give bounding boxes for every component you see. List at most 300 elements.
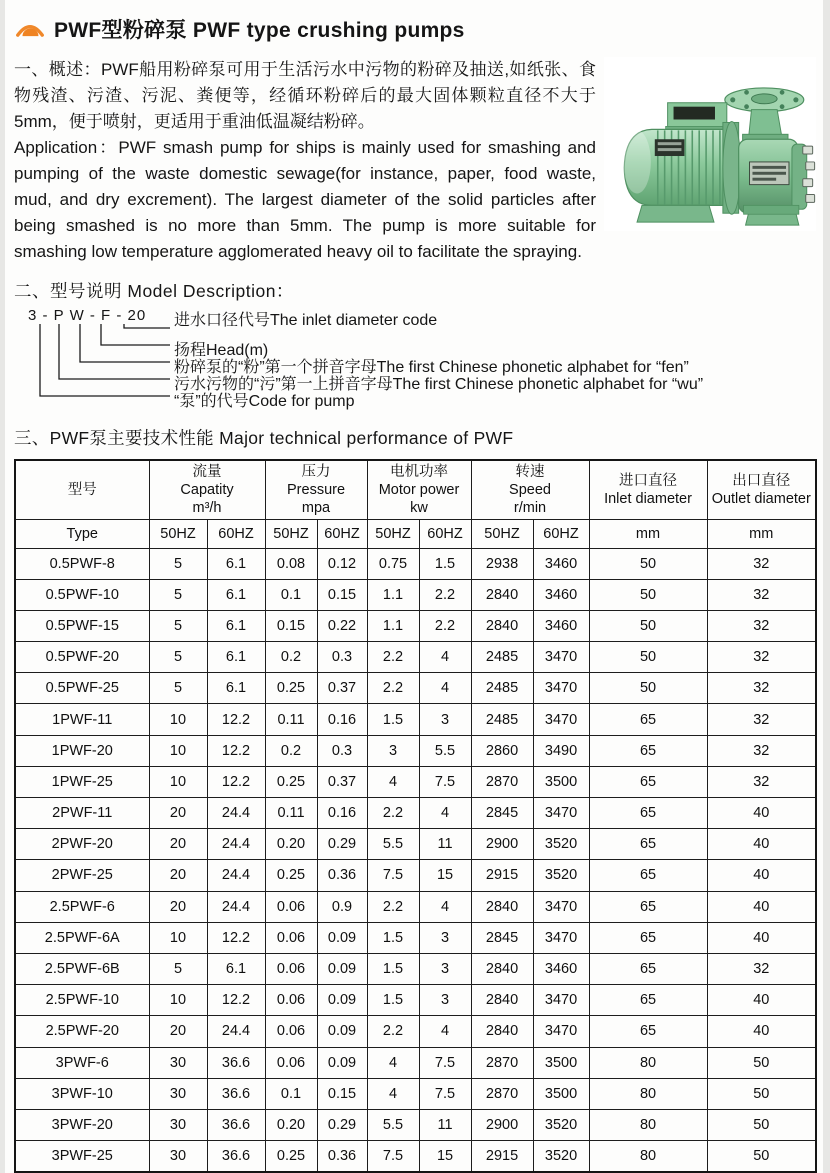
spec-value-cell: 2.2 (367, 891, 419, 922)
spec-value-cell: 1.5 (367, 704, 419, 735)
spec-value-cell: 10 (149, 704, 207, 735)
pressure-unit: mpa (301, 499, 331, 516)
spec-value-cell: 1.5 (367, 922, 419, 953)
spec-value-cell: 0.22 (317, 610, 367, 641)
spec-value-cell: 6.1 (207, 673, 265, 704)
page-title-zh: PWF型粉碎泵 (54, 19, 187, 42)
spec-value-cell: 2485 (471, 673, 533, 704)
spec-row (15, 673, 816, 704)
spec-value-cell: 65 (589, 953, 707, 984)
spec-value-cell: 24.4 (207, 1016, 265, 1047)
spec-value-cell: 0.37 (317, 766, 367, 797)
spec-value-cell: 20 (149, 860, 207, 891)
spec-value-cell: 3520 (533, 1141, 589, 1172)
spec-value-cell: 32 (707, 766, 816, 797)
spec-value-cell: 0.1 (265, 1078, 317, 1109)
spec-value-cell: 2485 (471, 704, 533, 735)
spec-value-cell: 30 (149, 1109, 207, 1140)
spec-value-cell: 2870 (471, 1078, 533, 1109)
model-type-cell: 0.5PWF-20 (15, 642, 149, 673)
spec-value-cell: 0.2 (265, 642, 317, 673)
spec-value-cell: 5.5 (367, 1109, 419, 1140)
spec-value-cell: 3470 (533, 922, 589, 953)
spec-value-cell: 65 (589, 985, 707, 1016)
spec-value-cell: 7.5 (419, 1047, 471, 1078)
spec-value-cell: 36.6 (207, 1047, 265, 1078)
spec-value-cell: 0.75 (367, 548, 419, 579)
spec-value-cell: 2.2 (419, 579, 471, 610)
spec-row (15, 798, 816, 829)
spec-value-cell: 0.25 (265, 673, 317, 704)
spec-value-cell: 12.2 (207, 735, 265, 766)
spec-value-cell: 2840 (471, 953, 533, 984)
spec-value-cell: 2845 (471, 798, 533, 829)
spec-heading-zh: 三、PWF泵主要技术性能 (14, 428, 214, 448)
spec-row (15, 1109, 816, 1140)
crushing-pump-illustration (611, 83, 816, 231)
spec-value-cell: 3460 (533, 579, 589, 610)
page-header (14, 14, 816, 44)
spec-row (15, 1078, 816, 1109)
spec-value-cell: 7.5 (419, 1078, 471, 1109)
spec-value-cell: 32 (707, 953, 816, 984)
spec-value-cell: 2.2 (367, 642, 419, 673)
spec-value-cell: 50 (707, 1141, 816, 1172)
spec-value-cell: 0.09 (317, 1016, 367, 1047)
spec-value-cell: 80 (589, 1047, 707, 1078)
spec-value-cell: 2840 (471, 891, 533, 922)
spec-value-cell: 32 (707, 673, 816, 704)
spec-value-cell: 36.6 (207, 1109, 265, 1140)
spec-value-cell: 5 (149, 579, 207, 610)
spec-value-cell: 2900 (471, 829, 533, 860)
model-type-cell: 1PWF-25 (15, 766, 149, 797)
spec-value-cell: 3460 (533, 610, 589, 641)
overview-paragraph-en: Application：PWF smash pump for ships is mainly used for smashing and pumping of the waste domestic sewage(for instance, paper, food waste, mud, and dry excrement). The largest diameter of the solid particles after being smashed is no more than 5mm. The pump is more suitable for smashing low temperature agglomerated heavy oil to facilitate the spraying. (14, 138, 596, 261)
pressure-group-header (265, 460, 367, 519)
model-type-cell: 0.5PWF-8 (15, 548, 149, 579)
speed-en: Speed (509, 481, 551, 498)
spec-row (15, 829, 816, 860)
spec-value-cell: 2915 (471, 860, 533, 891)
spec-row (15, 642, 816, 673)
freq-header-cell: 60HZ (533, 519, 589, 548)
freq-header-cell: 60HZ (207, 519, 265, 548)
spec-value-cell: 5 (149, 548, 207, 579)
brand-rainbow-icon (14, 17, 46, 42)
spec-value-cell: 2485 (471, 642, 533, 673)
spec-value-cell: 2915 (471, 1141, 533, 1172)
capacity-group-header (149, 460, 265, 519)
spec-value-cell: 7.5 (367, 1141, 419, 1172)
spec-row (15, 1141, 816, 1172)
spec-row (15, 922, 816, 953)
spec-value-cell: 40 (707, 891, 816, 922)
spec-value-cell: 15 (419, 860, 471, 891)
spec-value-cell: 3 (419, 704, 471, 735)
spec-value-cell: 0.08 (265, 548, 317, 579)
spec-value-cell: 24.4 (207, 829, 265, 860)
spec-value-cell: 0.3 (317, 642, 367, 673)
spec-value-cell: 40 (707, 860, 816, 891)
spec-value-cell: 0.06 (265, 922, 317, 953)
spec-value-cell: 10 (149, 735, 207, 766)
overview-section (14, 57, 816, 265)
spec-value-cell: 0.29 (317, 829, 367, 860)
spec-value-cell: 12.2 (207, 922, 265, 953)
spec-value-cell: 4 (419, 1016, 471, 1047)
spec-value-cell: 3 (419, 922, 471, 953)
spec-value-cell: 6.1 (207, 953, 265, 984)
spec-value-cell: 0.29 (317, 1109, 367, 1140)
model-type-cell: 1PWF-11 (15, 704, 149, 735)
spec-value-cell: 50 (589, 610, 707, 641)
spec-value-cell: 3460 (533, 953, 589, 984)
model-type-cell: 3PWF-10 (15, 1078, 149, 1109)
outlet-diameter-header (707, 460, 816, 519)
spec-value-cell: 2870 (471, 766, 533, 797)
spec-value-cell: 65 (589, 798, 707, 829)
spec-value-cell: 0.25 (265, 1141, 317, 1172)
spec-value-cell: 20 (149, 891, 207, 922)
capacity-zh: 流量 (192, 463, 222, 480)
spec-value-cell: 0.25 (265, 860, 317, 891)
spec-value-cell: 0.36 (317, 1141, 367, 1172)
spec-value-cell: 1.1 (367, 579, 419, 610)
outlet-zh: 出口直径 (732, 472, 791, 489)
page-title-en: PWF type crushing pumps (192, 19, 465, 42)
model-description-heading (14, 278, 816, 303)
motor-unit: kw (410, 499, 428, 516)
model-type-cell: 2.5PWF-6 (15, 891, 149, 922)
spec-row (15, 891, 816, 922)
spec-value-cell: 2.2 (419, 610, 471, 641)
spec-row (15, 704, 816, 735)
speed-zh: 转速 (515, 463, 545, 480)
spec-value-cell: 32 (707, 704, 816, 735)
model-type-cell: 2PWF-20 (15, 829, 149, 860)
spec-value-cell: 50 (707, 1047, 816, 1078)
spec-row (15, 766, 816, 797)
spec-value-cell: 40 (707, 1016, 816, 1047)
spec-value-cell: 4 (419, 642, 471, 673)
motor-power-group-header (367, 460, 471, 519)
spec-value-cell: 0.06 (265, 891, 317, 922)
spec-value-cell: 0.3 (317, 735, 367, 766)
model-type-cell: 3PWF-6 (15, 1047, 149, 1078)
overview-paragraph-zh: 一、概述：PWF船用粉碎泵可用于生活污水中污物的粉碎及抽送,如纸张、食物残渣、污渣、污泥、粪便等，经循环粉碎后的最大固体颗粒直径不大于5mm，便于喷射，更适用于重油低温凝结粉碎。 (14, 60, 596, 131)
spec-value-cell: 30 (149, 1047, 207, 1078)
spec-value-cell: 3 (367, 735, 419, 766)
spec-value-cell: 32 (707, 548, 816, 579)
inlet-en: Inlet diameter (604, 490, 692, 507)
pressure-zh: 压力 (301, 463, 331, 480)
model-code-diagram (14, 307, 816, 411)
spec-value-cell: 3460 (533, 548, 589, 579)
spec-header-sub-row (15, 519, 816, 548)
spec-value-cell: 6.1 (207, 579, 265, 610)
spec-value-cell: 0.06 (265, 1016, 317, 1047)
speed-unit: r/min (513, 499, 547, 516)
spec-value-cell: 7.5 (419, 766, 471, 797)
spec-value-cell: 3470 (533, 891, 589, 922)
spec-table-heading (14, 425, 816, 450)
speed-group-header (471, 460, 589, 519)
spec-value-cell: 7.5 (367, 860, 419, 891)
spec-value-cell: 30 (149, 1141, 207, 1172)
spec-value-cell: 50 (707, 1109, 816, 1140)
model-type-cell: 3PWF-20 (15, 1109, 149, 1140)
spec-value-cell: 0.1 (265, 579, 317, 610)
model-heading-en: Model Description： (127, 281, 294, 301)
spec-value-cell: 32 (707, 610, 816, 641)
spec-value-cell: 2938 (471, 548, 533, 579)
spec-value-cell: 80 (589, 1141, 707, 1172)
model-type-cell: 0.5PWF-15 (15, 610, 149, 641)
spec-value-cell: 0.25 (265, 766, 317, 797)
model-label-wu: 污水污物的“污”第一上拼音字母The first Chinese phonetic alphabet for “wu” (174, 376, 704, 393)
spec-value-cell: 3500 (533, 1047, 589, 1078)
spec-value-cell: 50 (589, 548, 707, 579)
spec-row (15, 860, 816, 891)
spec-value-cell: 50 (707, 1078, 816, 1109)
spec-value-cell: 6.1 (207, 610, 265, 641)
spec-value-cell: 32 (707, 579, 816, 610)
spec-value-cell: 10 (149, 922, 207, 953)
spec-value-cell: 0.15 (317, 1078, 367, 1109)
spec-value-cell: 80 (589, 1109, 707, 1140)
inlet-diameter-header (589, 460, 707, 519)
spec-value-cell: 0.06 (265, 1047, 317, 1078)
spec-value-cell: 2900 (471, 1109, 533, 1140)
spec-value-cell: 0.20 (265, 829, 317, 860)
spec-value-cell: 4 (367, 1047, 419, 1078)
spec-value-cell: 4 (367, 766, 419, 797)
spec-row (15, 985, 816, 1016)
page-title (54, 14, 465, 44)
spec-value-cell: 0.16 (317, 704, 367, 735)
spec-heading-en: Major technical performance of PWF (219, 428, 514, 448)
spec-value-cell: 0.06 (265, 953, 317, 984)
model-type-cell: 2.5PWF-6B (15, 953, 149, 984)
spec-value-cell: 40 (707, 922, 816, 953)
freq-header-cell: 50HZ (367, 519, 419, 548)
spec-value-cell: 65 (589, 1016, 707, 1047)
spec-value-cell: 5.5 (367, 829, 419, 860)
spec-value-cell: 1.1 (367, 610, 419, 641)
model-type-cell: 2.5PWF-20 (15, 1016, 149, 1047)
spec-value-cell: 65 (589, 891, 707, 922)
spec-value-cell: 20 (149, 829, 207, 860)
freq-header-cell: 60HZ (317, 519, 367, 548)
spec-header-main-row (15, 460, 816, 519)
spec-value-cell: 2840 (471, 610, 533, 641)
spec-value-cell: 12.2 (207, 704, 265, 735)
spec-value-cell: 11 (419, 1109, 471, 1140)
model-label-inlet-code: 进水口径代号The inlet diameter code (174, 312, 438, 329)
freq-header-cell: 50HZ (265, 519, 317, 548)
spec-value-cell: 11 (419, 829, 471, 860)
model-code: 3 - P W - F - 20 (28, 307, 147, 324)
spec-value-cell: 5 (149, 610, 207, 641)
spec-value-cell: 4 (419, 891, 471, 922)
inlet-zh: 进口直径 (619, 472, 678, 489)
spec-value-cell: 24.4 (207, 860, 265, 891)
spec-value-cell: 36.6 (207, 1141, 265, 1172)
model-label-pump-code: “泵”的代号Code for pump (174, 393, 355, 410)
spec-value-cell: 24.4 (207, 798, 265, 829)
spec-value-cell: 0.20 (265, 1109, 317, 1140)
spec-value-cell: 3470 (533, 798, 589, 829)
spec-value-cell: 15 (419, 1141, 471, 1172)
spec-value-cell: 2.2 (367, 1016, 419, 1047)
spec-value-cell: 6.1 (207, 548, 265, 579)
spec-value-cell: 2845 (471, 922, 533, 953)
spec-value-cell: 32 (707, 642, 816, 673)
spec-row (15, 548, 816, 579)
spec-value-cell: 20 (149, 798, 207, 829)
type-header-cell: Type (15, 519, 149, 548)
spec-value-cell: 3 (419, 953, 471, 984)
spec-value-cell: 80 (589, 1078, 707, 1109)
model-type-cell: 2.5PWF-6A (15, 922, 149, 953)
spec-value-cell: 24.4 (207, 891, 265, 922)
spec-value-cell: 1.5 (367, 985, 419, 1016)
freq-header-cell: 50HZ (149, 519, 207, 548)
spec-table (14, 459, 817, 1173)
spec-value-cell: 0.36 (317, 860, 367, 891)
spec-value-cell: 3520 (533, 860, 589, 891)
spec-value-cell: 0.09 (317, 1047, 367, 1078)
spec-value-cell: 10 (149, 985, 207, 1016)
spec-value-cell: 3 (419, 985, 471, 1016)
spec-value-cell: 2860 (471, 735, 533, 766)
spec-value-cell: 0.06 (265, 985, 317, 1016)
spec-value-cell: 40 (707, 985, 816, 1016)
outlet-unit-cell: mm (707, 519, 816, 548)
spec-value-cell: 65 (589, 829, 707, 860)
spec-value-cell: 3470 (533, 985, 589, 1016)
model-type-cell: 3PWF-25 (15, 1141, 149, 1172)
freq-header-cell: 60HZ (419, 519, 471, 548)
model-type-cell: 2.5PWF-10 (15, 985, 149, 1016)
model-type-cell: 2PWF-25 (15, 860, 149, 891)
spec-value-cell: 50 (589, 579, 707, 610)
spec-table-body (15, 548, 816, 1172)
spec-value-cell: 0.16 (317, 798, 367, 829)
spec-value-cell: 1.5 (367, 953, 419, 984)
spec-value-cell: 12.2 (207, 766, 265, 797)
motor-en: Motor power (378, 481, 460, 498)
model-heading-zh: 二、型号说明 (14, 281, 122, 301)
spec-value-cell: 6.1 (207, 642, 265, 673)
spec-value-cell: 0.09 (317, 953, 367, 984)
spec-value-cell: 4 (419, 798, 471, 829)
capacity-unit: m³/h (192, 499, 222, 516)
spec-value-cell: 3470 (533, 642, 589, 673)
pump-photo (604, 57, 816, 231)
spec-value-cell: 0.09 (317, 985, 367, 1016)
model-label-head: 扬程Head(m) (174, 342, 269, 359)
spec-value-cell: 65 (589, 766, 707, 797)
outlet-en: Outlet diameter (711, 490, 811, 507)
model-type-cell: 0.5PWF-10 (15, 579, 149, 610)
inlet-unit-cell: mm (589, 519, 707, 548)
spec-value-cell: 10 (149, 766, 207, 797)
spec-value-cell: 0.37 (317, 673, 367, 704)
spec-value-cell: 32 (707, 735, 816, 766)
spec-value-cell: 12.2 (207, 985, 265, 1016)
motor-zh: 电机功率 (390, 463, 449, 480)
spec-value-cell: 0.11 (265, 798, 317, 829)
spec-row (15, 610, 816, 641)
spec-value-cell: 65 (589, 735, 707, 766)
spec-row (15, 1047, 816, 1078)
spec-value-cell: 65 (589, 860, 707, 891)
spec-value-cell: 3520 (533, 829, 589, 860)
spec-value-cell: 3520 (533, 1109, 589, 1140)
spec-value-cell: 65 (589, 704, 707, 735)
spec-value-cell: 36.6 (207, 1078, 265, 1109)
spec-value-cell: 3490 (533, 735, 589, 766)
spec-value-cell: 3470 (533, 1016, 589, 1047)
spec-value-cell: 40 (707, 798, 816, 829)
pressure-en: Pressure (287, 481, 346, 498)
spec-value-cell: 3470 (533, 673, 589, 704)
model-column-header: 型号 (15, 460, 149, 519)
capacity-en: Capatity (180, 481, 234, 498)
spec-row (15, 953, 816, 984)
spec-value-cell: 3500 (533, 766, 589, 797)
spec-value-cell: 2840 (471, 579, 533, 610)
spec-value-cell: 30 (149, 1078, 207, 1109)
spec-value-cell: 20 (149, 1016, 207, 1047)
spec-value-cell: 2840 (471, 1016, 533, 1047)
spec-value-cell: 3500 (533, 1078, 589, 1109)
spec-value-cell: 0.15 (265, 610, 317, 641)
model-type-cell: 1PWF-20 (15, 735, 149, 766)
spec-value-cell: 65 (589, 922, 707, 953)
spec-value-cell: 0.15 (317, 579, 367, 610)
spec-value-cell: 0.11 (265, 704, 317, 735)
spec-row (15, 1016, 816, 1047)
spec-value-cell: 0.2 (265, 735, 317, 766)
spec-value-cell: 2.2 (367, 798, 419, 829)
spec-value-cell: 2.2 (367, 673, 419, 704)
spec-value-cell: 5 (149, 953, 207, 984)
spec-value-cell: 0.09 (317, 922, 367, 953)
freq-header-cell: 50HZ (471, 519, 533, 548)
model-label-fen: 粉碎泵的“粉”第一个拼音字母The first Chinese phonetic alphabet for “fen” (174, 359, 689, 376)
spec-value-cell: 4 (419, 673, 471, 704)
spec-value-cell: 5.5 (419, 735, 471, 766)
spec-value-cell: 40 (707, 829, 816, 860)
spec-value-cell: 0.12 (317, 548, 367, 579)
model-type-cell: 0.5PWF-25 (15, 673, 149, 704)
spec-value-cell: 1.5 (419, 548, 471, 579)
spec-row (15, 735, 816, 766)
spec-value-cell: 2870 (471, 1047, 533, 1078)
spec-row (15, 579, 816, 610)
spec-value-cell: 5 (149, 673, 207, 704)
spec-value-cell: 2840 (471, 985, 533, 1016)
spec-value-cell: 50 (589, 642, 707, 673)
spec-value-cell: 50 (589, 673, 707, 704)
spec-value-cell: 4 (367, 1078, 419, 1109)
spec-value-cell: 3470 (533, 704, 589, 735)
spec-value-cell: 0.9 (317, 891, 367, 922)
spec-value-cell: 5 (149, 642, 207, 673)
